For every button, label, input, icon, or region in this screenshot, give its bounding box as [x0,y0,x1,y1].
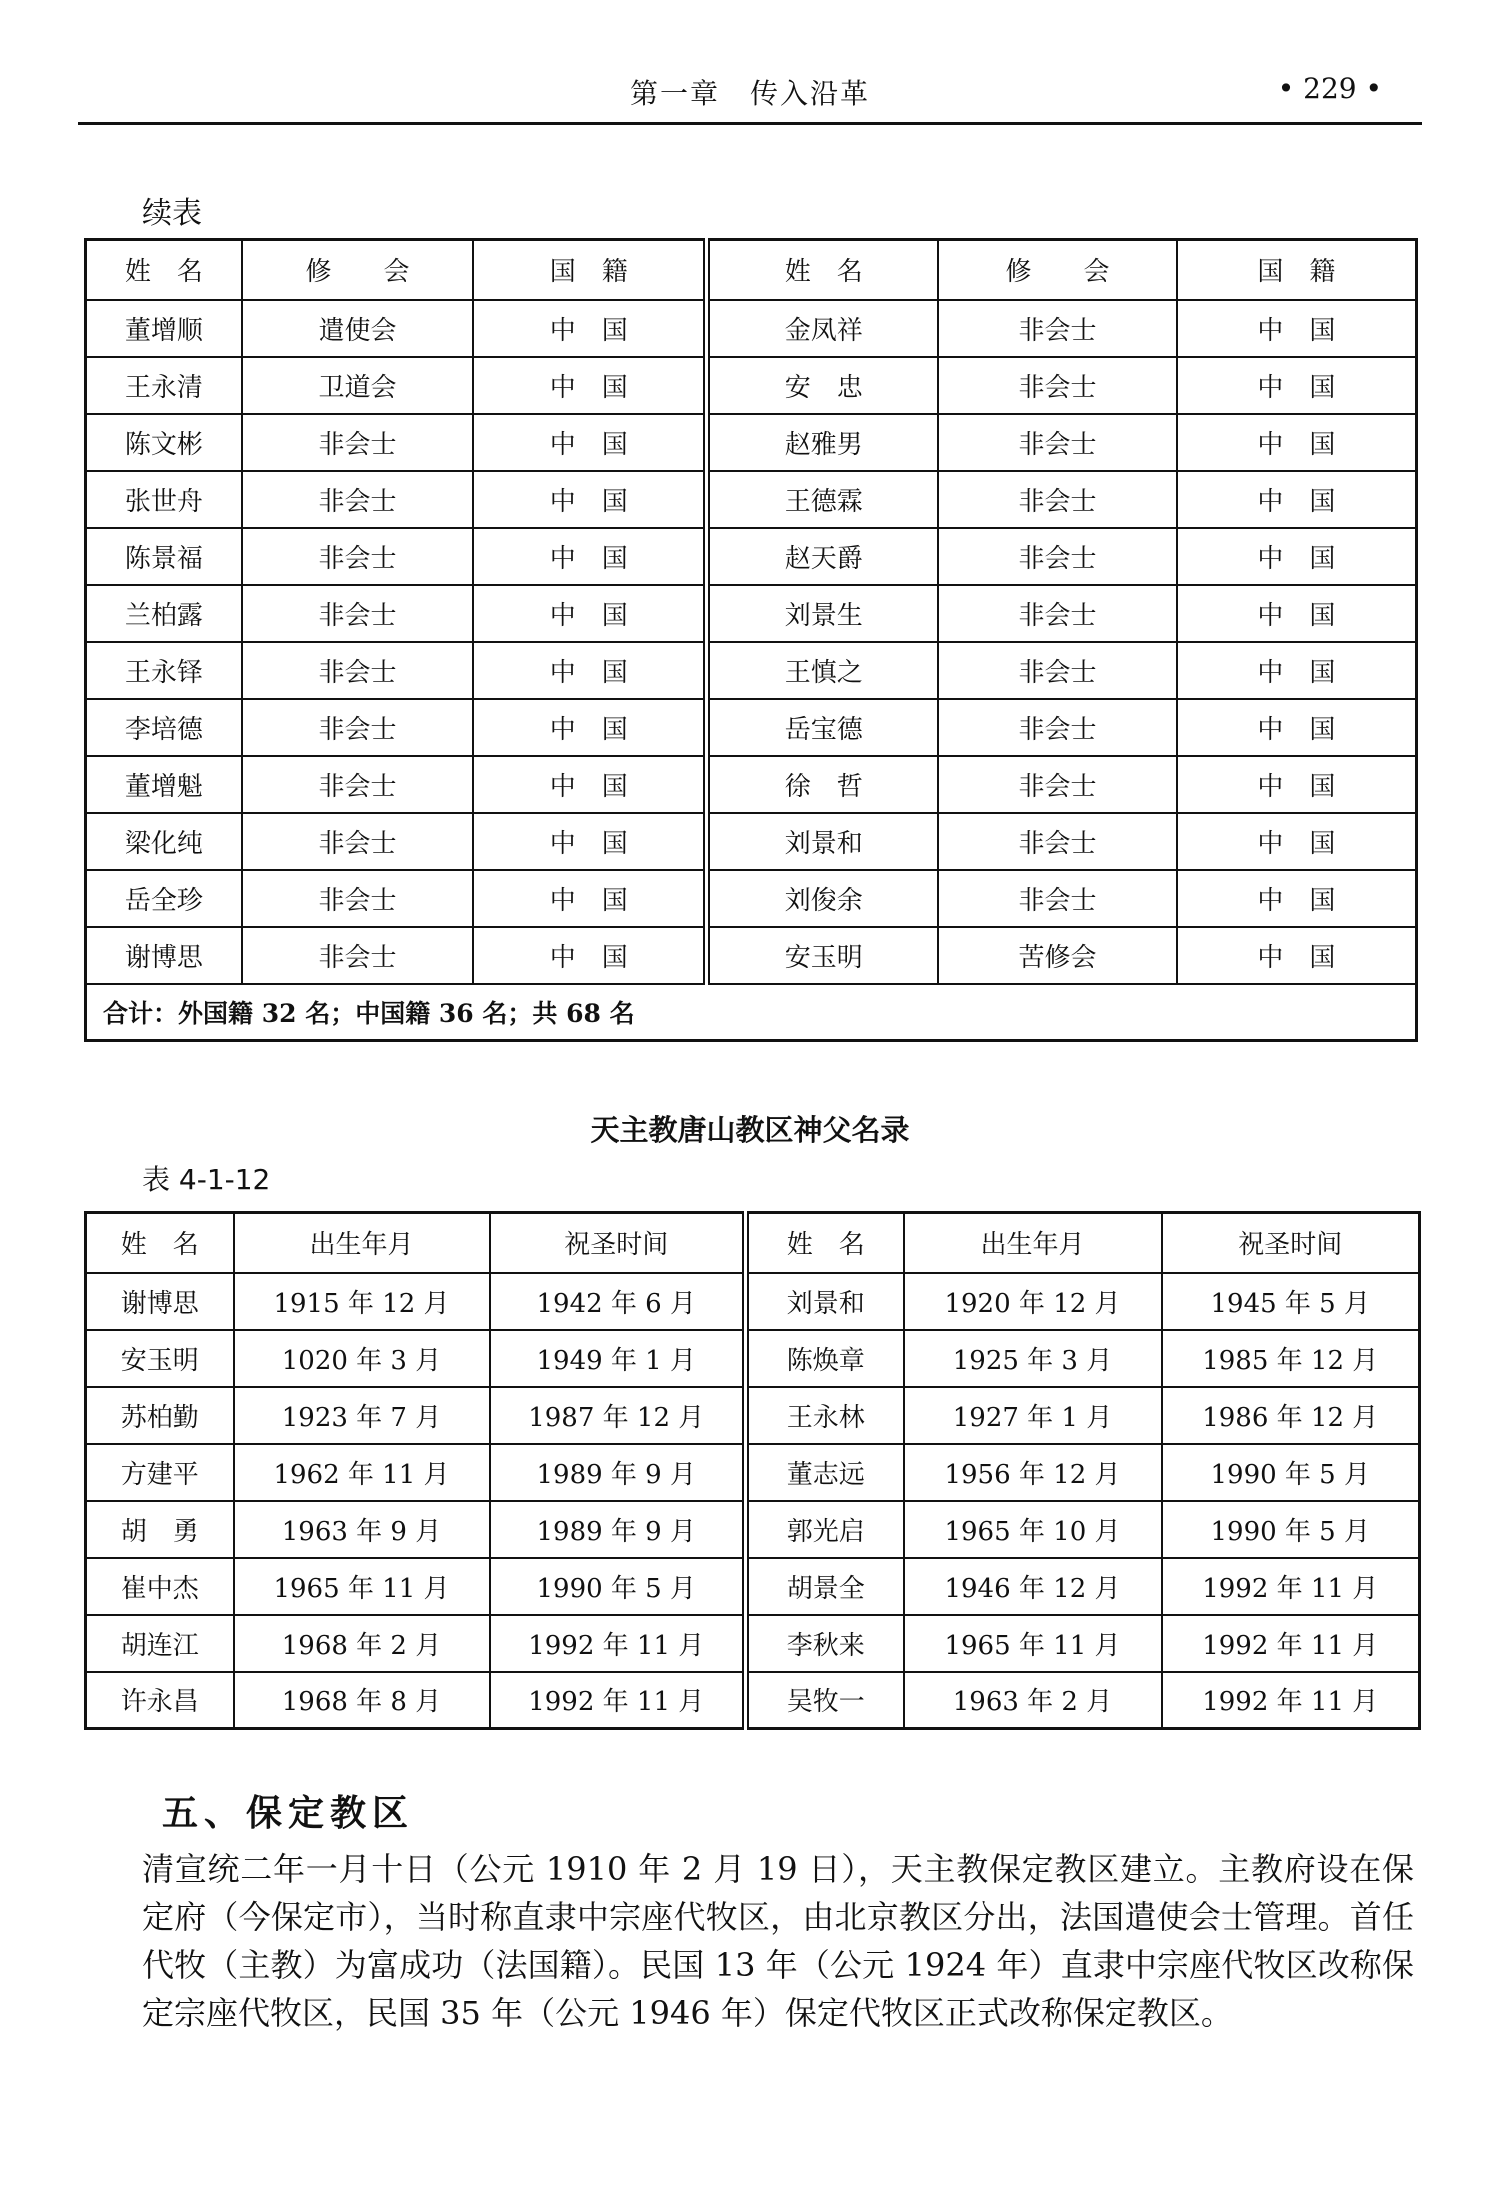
table-cell: 陈文彬 [86,414,242,471]
table-row [86,1387,1420,1444]
column-header: 修 会 [938,240,1177,300]
table-cell: 中 国 [1177,357,1417,414]
table-cell: 遣使会 [242,300,473,357]
table-cell: 1942 年 6 月 [490,1273,746,1330]
column-header: 姓 名 [707,240,938,300]
column-header: 祝圣时间 [490,1213,746,1273]
table-cell: 1946 年 12 月 [904,1558,1162,1615]
table-cell: 1992 年 11 月 [490,1615,746,1672]
table-cell: 安玉明 [707,927,938,984]
table-cell: 1990 年 5 月 [490,1558,746,1615]
table-cell: 中 国 [473,471,706,528]
table-total: 合计：外国籍 32 名；中国籍 36 名；共 68 名 [86,984,1417,1041]
table-cell: 1968 年 8 月 [234,1672,490,1729]
table-cell: 中 国 [1177,414,1417,471]
table-cell: 兰柏露 [86,585,242,642]
table-cell: 岳宝德 [707,699,938,756]
table-cell: 非会士 [242,585,473,642]
table-cell: 胡连江 [86,1615,234,1672]
table-row [86,300,1417,357]
table-cell: 1963 年 9 月 [234,1501,490,1558]
table-cell: 卫道会 [242,357,473,414]
table-cell: 中 国 [1177,927,1417,984]
table-header-row [86,1213,1420,1273]
table-cell: 苏柏勤 [86,1387,234,1444]
table-row [86,756,1417,813]
table-cell: 许永昌 [86,1672,234,1729]
table-cell: 中 国 [473,699,706,756]
table-cell: 中 国 [1177,528,1417,585]
table-cell: 中 国 [473,300,706,357]
priests-table-title: 天主教唐山教区神父名录 [590,1113,910,1147]
chapter-title: 第一章 传入沿革 [629,77,870,110]
table-cell: 中 国 [1177,756,1417,813]
priests-table-caption: 表 4-1-12 [142,1163,271,1196]
table-row [86,471,1417,528]
table-cell: 赵天爵 [707,528,938,585]
table-cell: 1945 年 5 月 [1162,1273,1420,1330]
table-cell: 崔中杰 [86,1558,234,1615]
table-row [86,1615,1420,1672]
table-cell: 非会士 [938,699,1177,756]
table-cell: 方建平 [86,1444,234,1501]
table-cell: 刘景和 [746,1273,904,1330]
table-cell: 非会士 [938,585,1177,642]
table-cell: 非会士 [938,642,1177,699]
page-header [78,62,1422,125]
table-cell: 非会士 [938,756,1177,813]
column-header: 国 籍 [1177,240,1417,300]
table-cell: 1989 年 9 月 [490,1444,746,1501]
table-cell: 非会士 [938,870,1177,927]
continued-table-caption: 续表 [142,196,202,231]
table-row [86,1672,1420,1729]
table-row [86,528,1417,585]
table-cell: 1923 年 7 月 [234,1387,490,1444]
table-cell: 王德霖 [707,471,938,528]
table-cell: 中 国 [473,414,706,471]
table-cell: 苦修会 [938,927,1177,984]
section-paragraph-text: 清宣统二年一月十日（公元 1910 年 2 月 19 日），天主教保定教区建立。主教府设在保定府（今保定市），当时称直隶中宗座代牧区，由北京教区分出，法国遣使会士管理。首任代牧（主教）为富成功（法国籍）。民国 13 年（公元 1924 年）直隶中宗座代牧区改称保定宗座代牧区，民国 35 年（公元 1946 年）保定代牧区正式改称保定教区。 [142,1850,1414,2032]
page-number: • 229 • [1277,72,1382,105]
table-cell: 梁化纯 [86,813,242,870]
table-row [86,870,1417,927]
table-cell: 1962 年 11 月 [234,1444,490,1501]
table-cell: 1992 年 11 月 [1162,1615,1420,1672]
table-cell: 安玉明 [86,1330,234,1387]
table-cell: 中 国 [473,927,706,984]
table-row [86,585,1417,642]
column-header: 出生年月 [234,1213,490,1273]
table-cell: 1992 年 11 月 [1162,1672,1420,1729]
table-cell: 中 国 [1177,642,1417,699]
table-cell: 1992 年 11 月 [1162,1558,1420,1615]
table-cell: 董增魁 [86,756,242,813]
priests-table [84,1211,1421,1730]
table-cell: 1020 年 3 月 [234,1330,490,1387]
table-cell: 1915 年 12 月 [234,1273,490,1330]
table-cell: 中 国 [1177,300,1417,357]
table-cell: 中 国 [1177,699,1417,756]
table-cell: 中 国 [473,642,706,699]
column-header: 姓 名 [746,1213,904,1273]
table-cell: 张世舟 [86,471,242,528]
table-cell: 1927 年 1 月 [904,1387,1162,1444]
table-cell: 李秋来 [746,1615,904,1672]
table-cell: 非会士 [242,414,473,471]
table-cell: 中 国 [473,585,706,642]
table-cell: 王永铎 [86,642,242,699]
table-cell: 1986 年 12 月 [1162,1387,1420,1444]
table-row [86,357,1417,414]
table-cell: 中 国 [473,870,706,927]
table-cell: 金凤祥 [707,300,938,357]
table-cell: 1987 年 12 月 [490,1387,746,1444]
table-cell: 郭光启 [746,1501,904,1558]
table-cell: 赵雅男 [707,414,938,471]
table-row [86,927,1417,984]
table-cell: 安 忠 [707,357,938,414]
table-cell: 中 国 [473,528,706,585]
table-cell: 中 国 [1177,585,1417,642]
column-header: 国 籍 [473,240,706,300]
table-cell: 1990 年 5 月 [1162,1501,1420,1558]
table-cell: 陈景福 [86,528,242,585]
table-cell: 非会士 [242,813,473,870]
table-cell: 刘景生 [707,585,938,642]
table-cell: 吴牧一 [746,1672,904,1729]
table-cell: 谢博思 [86,1273,234,1330]
table-cell: 胡 勇 [86,1501,234,1558]
table-cell: 中 国 [1177,813,1417,870]
table-cell: 岳全珍 [86,870,242,927]
table-cell: 徐 哲 [707,756,938,813]
table-cell: 中 国 [473,813,706,870]
table-row [86,642,1417,699]
table-cell: 非会士 [242,870,473,927]
table-cell: 非会士 [242,642,473,699]
table-row [86,1330,1420,1387]
table-row [86,1444,1420,1501]
table-cell: 1990 年 5 月 [1162,1444,1420,1501]
table-row [86,1273,1420,1330]
table-total-row [86,984,1417,1041]
table-cell: 非会士 [938,471,1177,528]
section-title: 五、保定教区 [162,1792,415,1834]
table-cell: 1965 年 11 月 [904,1615,1162,1672]
table-row [86,1558,1420,1615]
table-cell: 非会士 [938,357,1177,414]
table-cell: 1965 年 11 月 [234,1558,490,1615]
table-cell: 1968 年 2 月 [234,1615,490,1672]
table-cell: 非会士 [938,528,1177,585]
table-header-row [86,240,1417,300]
table-cell: 1992 年 11 月 [490,1672,746,1729]
table-cell: 中 国 [1177,870,1417,927]
table-cell: 1963 年 2 月 [904,1672,1162,1729]
table-cell: 非会士 [938,300,1177,357]
table-row [86,813,1417,870]
table-cell: 非会士 [242,528,473,585]
table-cell: 王永清 [86,357,242,414]
table-cell: 非会士 [242,927,473,984]
table-cell: 刘景和 [707,813,938,870]
column-header: 姓 名 [86,240,242,300]
table-cell: 1920 年 12 月 [904,1273,1162,1330]
continued-table [84,238,1418,1042]
table-cell: 1989 年 9 月 [490,1501,746,1558]
table-cell: 非会士 [242,756,473,813]
column-header: 姓 名 [86,1213,234,1273]
table-cell: 1925 年 3 月 [904,1330,1162,1387]
table-cell: 非会士 [938,813,1177,870]
column-header: 修 会 [242,240,473,300]
table-row [86,414,1417,471]
table-row [86,699,1417,756]
column-header: 出生年月 [904,1213,1162,1273]
table-cell: 王慎之 [707,642,938,699]
table-cell: 董增顺 [86,300,242,357]
table-cell: 非会士 [242,471,473,528]
table-cell: 谢博思 [86,927,242,984]
table-cell: 1956 年 12 月 [904,1444,1162,1501]
table-cell: 中 国 [1177,471,1417,528]
column-header: 祝圣时间 [1162,1213,1420,1273]
table-cell: 非会士 [938,414,1177,471]
section-paragraph [142,1845,1414,2037]
table-cell: 中 国 [473,756,706,813]
table-cell: 1949 年 1 月 [490,1330,746,1387]
table-cell: 非会士 [242,699,473,756]
table-cell: 中 国 [473,357,706,414]
table-cell: 陈焕章 [746,1330,904,1387]
table-cell: 刘俊余 [707,870,938,927]
table-cell: 李培德 [86,699,242,756]
table-cell: 1985 年 12 月 [1162,1330,1420,1387]
table-cell: 王永林 [746,1387,904,1444]
table-cell: 胡景全 [746,1558,904,1615]
table-row [86,1501,1420,1558]
table-cell: 1965 年 10 月 [904,1501,1162,1558]
table-cell: 董志远 [746,1444,904,1501]
